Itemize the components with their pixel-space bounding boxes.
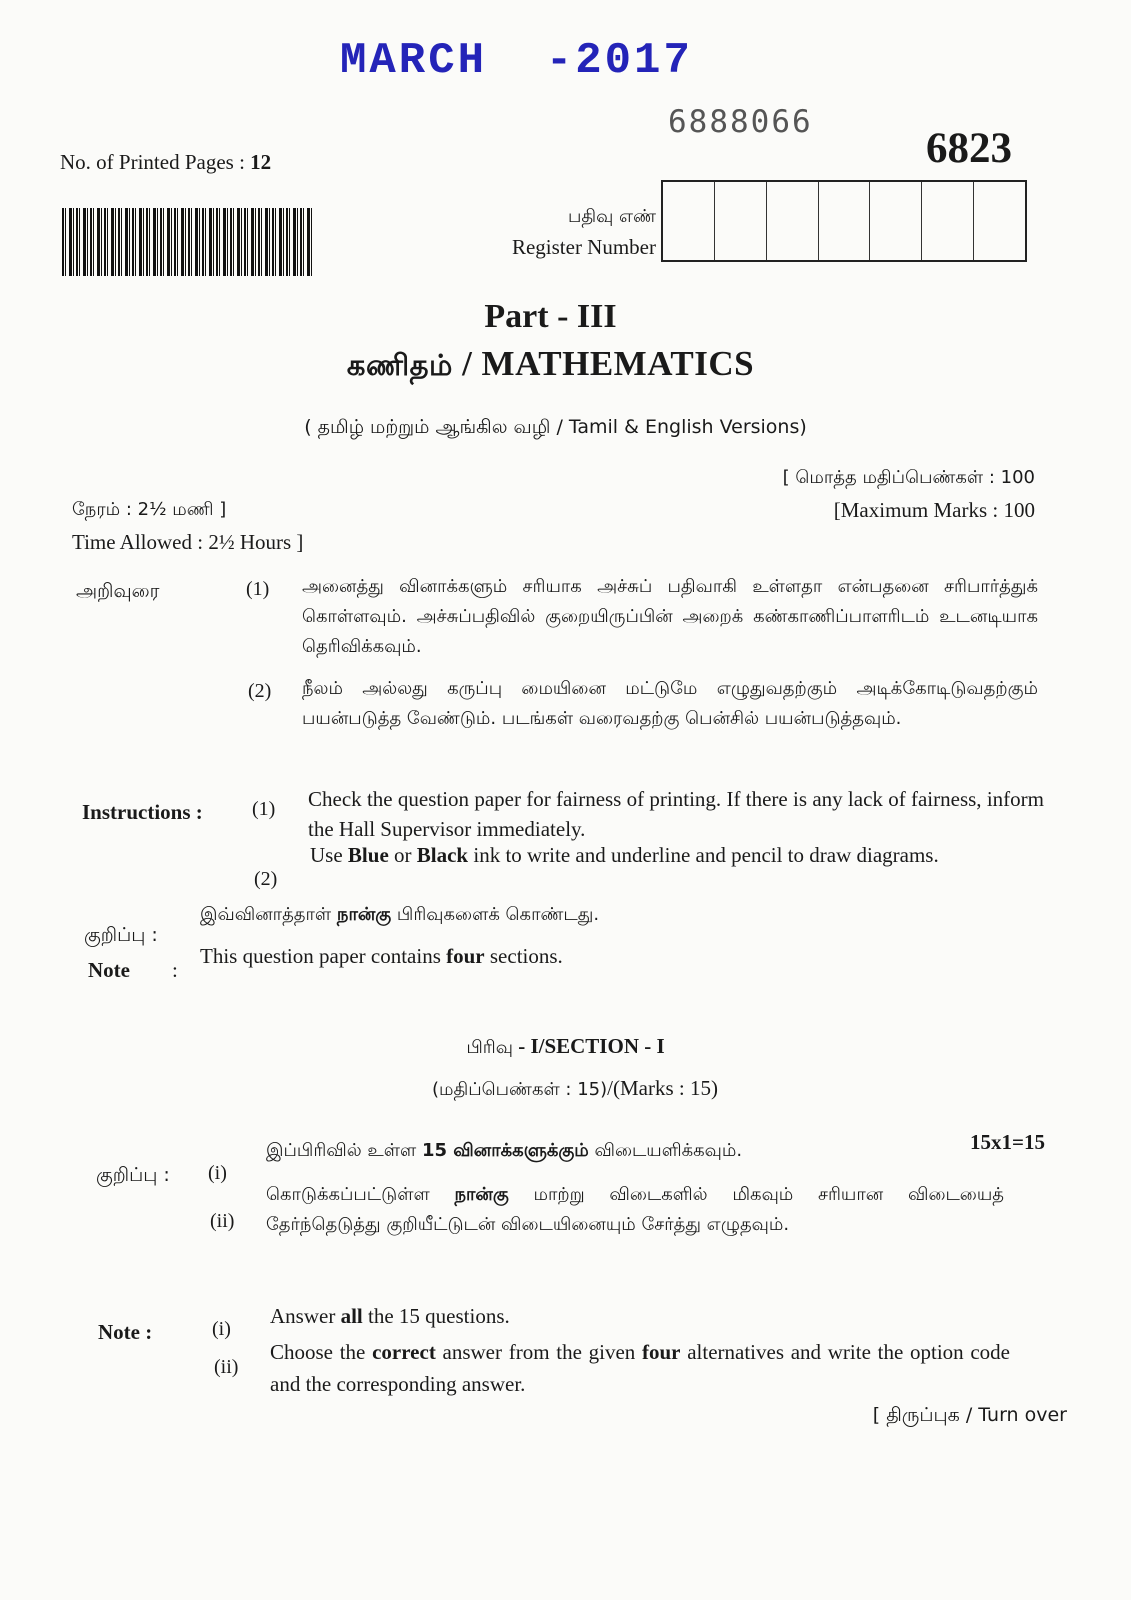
version-text: ( தமிழ் மற்றும் ஆங்கில வழி / Tamil & English Versions) xyxy=(304,416,807,438)
instruction-text xyxy=(310,840,1050,870)
subject-title xyxy=(0,344,1101,386)
marks-en: [Maximum Marks : 100 xyxy=(833,498,1035,522)
section-note-ta xyxy=(266,1140,742,1163)
register-number-label-ta: பதிவு எண் xyxy=(567,206,656,227)
register-number-label-en: Register Number xyxy=(511,235,656,259)
note-colon: : xyxy=(172,958,178,982)
text-bold: நான்கு xyxy=(454,1184,509,1205)
text-run: This question paper contains xyxy=(200,944,447,968)
text-run: கொடுக்கப்பட்டுள்ள xyxy=(266,1184,455,1205)
printed-pages-value: 12 xyxy=(250,150,272,174)
exam-date-stamp: MARCH -2017 xyxy=(340,36,693,86)
text-run: விடையளிக்கவும். xyxy=(588,1140,743,1161)
text-run: இவ்வினாத்தாள் xyxy=(200,904,337,925)
subject-title-ta: கணிதம் xyxy=(346,348,453,382)
section-note-number: (i) xyxy=(212,1318,231,1340)
text-run: alternatives and write the option code and the corresponding answer. xyxy=(270,1340,1011,1396)
time-allowed xyxy=(72,494,303,558)
register-number-boxes[interactable] xyxy=(661,180,1027,262)
text-run: மாற்று விடைகளில் மிகவும் சரியான விடையைத் தேர்ந்தெடுத்து குறியீட்டுடன் விடையினையும் சேர்த்து எழுதவும். xyxy=(266,1184,1004,1235)
text-bold: நான்கு xyxy=(336,904,392,925)
printed-pages-label: No. of Printed Pages : xyxy=(60,150,245,174)
section-note-en xyxy=(270,1336,1010,1400)
text-bold: correct xyxy=(372,1340,436,1364)
part-heading: Part - III xyxy=(484,298,617,335)
advice-number: (2) xyxy=(248,680,272,702)
advice-label-ta: அறிவுரை xyxy=(76,580,160,602)
paper-code: 6823 xyxy=(926,125,1012,172)
text-run: sections. xyxy=(484,944,563,968)
section-heading-ta: பிரிவு xyxy=(466,1037,513,1058)
section-heading-en: - I/SECTION - I xyxy=(512,1034,665,1058)
maximum-marks xyxy=(783,462,1035,526)
register-digit-box[interactable] xyxy=(974,182,1025,260)
text-run: Use xyxy=(310,843,348,867)
instruction-number: (2) xyxy=(254,868,278,890)
section-marks-ta: (மதிப்பெண்கள் : 15) xyxy=(432,1079,608,1100)
subject-separator: / xyxy=(452,344,482,383)
section-note-label: Note : xyxy=(98,1320,153,1344)
section-note-number: (ii) xyxy=(210,1210,235,1232)
time-ta: நேரம் : 2½ மணி ] xyxy=(72,499,227,520)
register-digit-box[interactable] xyxy=(663,182,715,260)
text-run: the 15 questions. xyxy=(362,1304,510,1328)
section-marks-en: /(Marks : 15) xyxy=(607,1076,718,1100)
section-note-number: (i) xyxy=(208,1162,227,1184)
text-run: Answer xyxy=(270,1304,341,1328)
text-bold: four xyxy=(446,944,485,968)
register-digit-box[interactable] xyxy=(819,182,871,260)
advice-number: (1) xyxy=(246,578,270,600)
kurippu-label: குறிப்பு : xyxy=(84,924,158,946)
marks-ta: [ மொத்த மதிப்பெண்கள் : 100 xyxy=(782,467,1035,488)
register-digit-box[interactable] xyxy=(922,182,974,260)
barcode-image xyxy=(62,208,314,276)
section-note-en xyxy=(270,1304,510,1329)
note-text xyxy=(200,944,563,969)
register-digit-box[interactable] xyxy=(767,182,819,260)
advice-text: அனைத்து வினாக்களும் சரியாக அச்சுப் பதிவாகி உள்ளதா என்பதனை சரிபார்த்துக் கொள்ளவும். அச்சுப்பதிவில் குறையிருப்பின் அறைக் கண்காணிப்பாளரிடம் உடனடியாக தெரிவிக்கவும். xyxy=(302,576,1038,657)
printed-pages xyxy=(60,150,271,175)
text-run: or xyxy=(388,843,417,867)
kurippu-text xyxy=(200,904,599,927)
text-run: ink to write and underline and pencil to draw diagrams. xyxy=(468,843,939,867)
instruction-number: (1) xyxy=(252,798,276,820)
text-bold: Black xyxy=(416,843,469,867)
subject-title-en: MATHEMATICS xyxy=(481,344,755,383)
turn-over xyxy=(873,1402,1067,1429)
text-bold: four xyxy=(642,1340,681,1364)
section-note-number: (ii) xyxy=(214,1356,239,1378)
text-bold: Blue xyxy=(347,843,389,867)
register-digit-box[interactable] xyxy=(870,182,922,260)
time-en: Time Allowed : 2½ Hours ] xyxy=(72,530,304,554)
section-kurippu-label: குறிப்பு : xyxy=(96,1164,170,1186)
register-number-label xyxy=(488,202,656,262)
note-label: Note xyxy=(88,958,130,982)
turn-over-text: [ திருப்புக / Turn over xyxy=(872,1404,1067,1426)
advice-text: நீலம் அல்லது கருப்பு மையினை மட்டுமே எழுதுவதற்கும் அடிக்கோடிடுவதற்கும் பயன்படுத்த வேண்டும். படங்கள் வரைவதற்கு பென்சில் பயன்படுத்தவும். xyxy=(302,678,1038,729)
text-run: பிரிவுகளைக் கொண்டது. xyxy=(391,904,600,925)
section-marks xyxy=(0,1076,1131,1102)
instructions-label: Instructions : xyxy=(82,800,203,824)
text-run: இப்பிரிவில் உள்ள xyxy=(266,1140,422,1161)
text-run: answer from the given xyxy=(435,1340,642,1364)
register-digit-box[interactable] xyxy=(715,182,767,260)
section-heading xyxy=(0,1034,1131,1060)
section-score: 15x1=15 xyxy=(970,1130,1045,1154)
text-bold: 15 வினாக்களுக்கும் xyxy=(421,1140,589,1161)
section-note-ta xyxy=(266,1180,1004,1240)
instruction-text: Check the question paper for fairness of printing. If there is any lack of fairness, inform the Hall Supervisor immediately. xyxy=(308,787,1044,841)
text-bold: all xyxy=(340,1304,363,1328)
version-line xyxy=(0,414,1111,441)
serial-number: 6888066 xyxy=(668,104,813,140)
text-run: Choose the xyxy=(270,1340,373,1364)
